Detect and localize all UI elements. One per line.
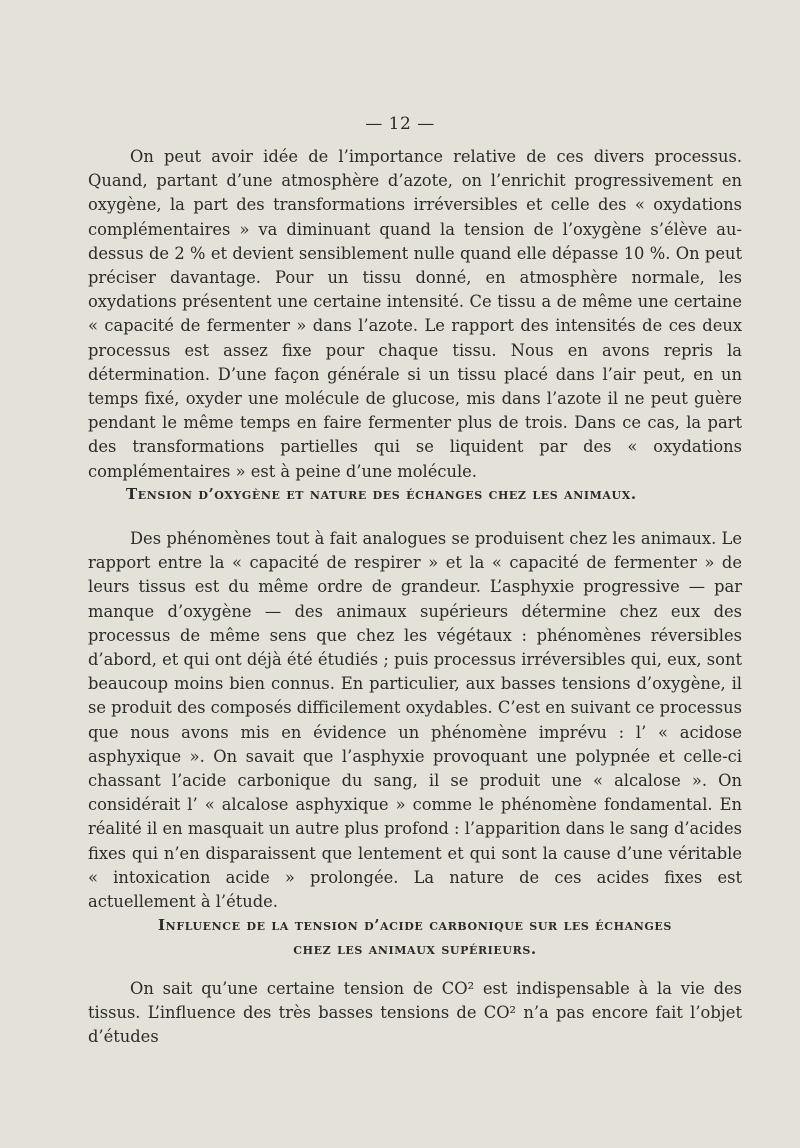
paragraph-relative-importance: On peut avoir idée de l’importance relative de ces divers processus. Quand, partant d’une atmosphère d’azote, on l’enrichit progressivement en oxygène, la part des transformations irréversibles et celle des « oxydations complémentaires » va diminuant quand la tension de l’oxygène s’élève au-dessus de 2 % et devient sensiblement nulle quand elle dépasse 10 %. On peut préciser davantage. Pour un tissu donné, en atmosphère normale, les oxydations présentent une certaine intensité. Ce tissu a de même une certaine « capacité de fermenter » dans l’azote. Le rapport des intensités de ces deux processus est assez fixe pour chaque tissu. Nous en avons repris la détermination. D’une façon générale si un tissu placé dans l’air peut, en un temps fixé, oxyder une molécule de glucose, mis dans l’azote il ne peut guère pendant le même temps en faire fermenter plus de trois. Dans ce cas, la part des transformations partielles qui se liquident par des « oxydations complémentaires » est à peine d’une molécule. (88, 147, 742, 481)
section-heading-carbonic-acid (88, 913, 742, 961)
section-heading-carbonic-acid-line1: Influence de la tension d’acide carbonique sur les échanges (158, 916, 672, 934)
paragraph-animal-exchanges: Des phénomènes tout à fait analogues se produisent chez les animaux. Le rapport entre la « capacité de respirer » et la « capacité de fermenter » de leurs tissus est du même ordre de grandeur. L’asphyxie progressive — par manque d’oxygène — des animaux supérieurs détermine chez eux des processus de même sens que chez les végétaux : phénomènes réversibles d’abord, et qui ont déjà été étudiés ; puis processus irréversibles qui, eux, sont beaucoup moins bien connus. En particulier, aux basses tensions d’oxygène, il se produit des composés difficilement oxydables. C’est en suivant ce processus que nous avons mis en évidence un phénomène imprévu : l’ « acidose asphyxique ». On savait que l’asphyxie provoquant une polypnée et celle-ci chassant l’acide carbonique du sang, il se produit une « alcalose ». On considérait l’ « alcalose asphyxique » comme le phénomène fondamental. En réalité il en masquait un autre plus profond : l’apparition dans le sang d’acides fixes qui n’en disparaissent que lentement et qui sont la cause d’une véritable « intoxication acide » prolongée. La nature de ces acides fixes est actuellement à l’étude. (88, 529, 742, 912)
page-number: — 12 — (365, 114, 435, 134)
section-heading-oxygen-tension: Tension d’oxygène et nature des échanges chez les animaux. (126, 485, 637, 503)
paragraph-co2-tension: On sait qu’une certaine tension de CO² est indispensable à la vie des tissus. L’influence des très basses tensions de CO² n’a pas encore fait l’objet d’études (88, 979, 742, 1047)
section-heading-carbonic-acid-line2: chez les animaux supérieurs. (293, 940, 537, 958)
